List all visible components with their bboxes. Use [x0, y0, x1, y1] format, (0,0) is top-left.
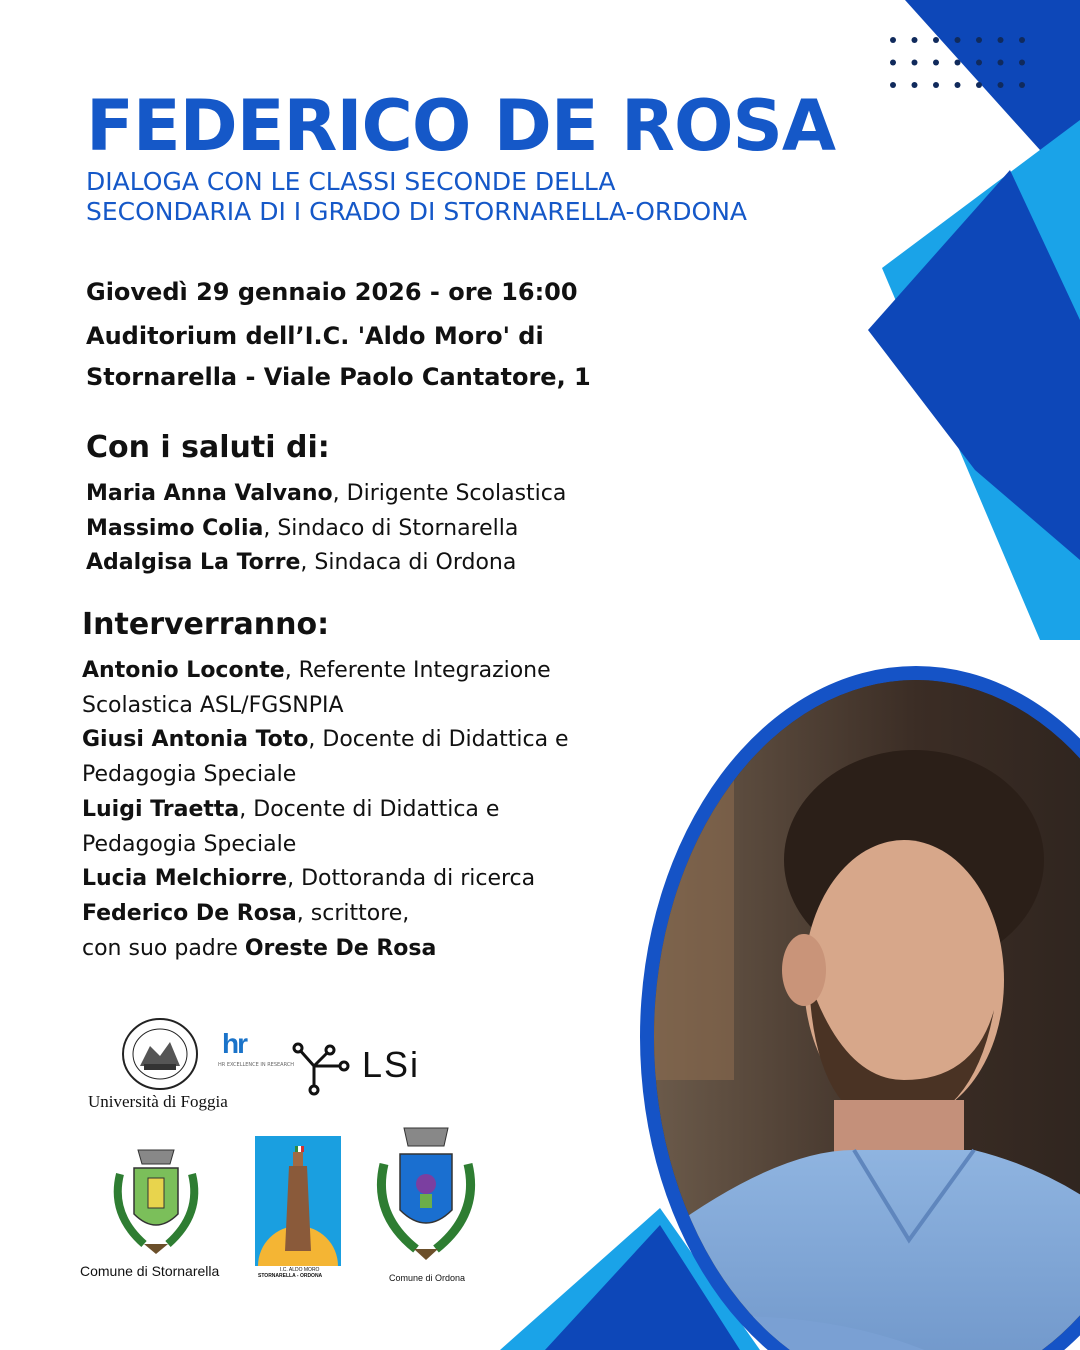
decorative-dot — [955, 82, 961, 88]
speaker-role: , scrittore, — [296, 900, 410, 926]
greeting-role: , Dirigente Scolastica — [332, 481, 567, 506]
greeting-name: Maria Anna Valvano — [86, 481, 333, 506]
greeting-role: , Sindaco di Stornarella — [263, 515, 519, 541]
speaker-name: Federico De Rosa — [82, 900, 297, 926]
greeting-name: Adalgisa La Torre — [86, 550, 301, 575]
dot-grid-decoration — [886, 31, 1046, 101]
greetings-heading: Con i saluti di: — [86, 430, 330, 465]
speaker-line — [82, 689, 344, 724]
decorative-dot — [912, 82, 918, 88]
decorative-dot — [955, 60, 961, 66]
event-venue-line-1: Auditorium dell’I.C. 'Aldo Moro' di — [86, 322, 544, 350]
speaker-name: Giusi Antonia Toto — [82, 727, 309, 753]
university-caption: Università di Foggia — [88, 1092, 228, 1111]
speaker-prefix: con suo padre — [82, 935, 245, 961]
greeting-item — [86, 477, 566, 512]
speaker-role: Pedagogia Speciale — [82, 762, 297, 788]
speaker-line — [82, 723, 569, 758]
decorative-dot — [998, 37, 1004, 43]
decorative-dot — [976, 37, 982, 43]
speaker-role: Scolastica ASL/FGSNPIA — [82, 692, 344, 718]
event-title: FEDERICO DE ROSA — [86, 85, 836, 167]
school-caption-line-1: I.C. ALDO MORO — [280, 1267, 320, 1273]
speaker-name: Oreste De Rosa — [244, 935, 437, 961]
speaker-line — [82, 828, 296, 863]
ordona-crest-logo — [370, 1124, 482, 1264]
hr-caption: HR EXCELLENCE IN RESEARCH — [218, 1062, 295, 1068]
school-tower-logo — [255, 1136, 341, 1266]
ordona-caption: Comune di Ordona — [389, 1273, 466, 1283]
speaker-role: , Referente Integrazione — [284, 658, 551, 683]
speaker-role: , Docente di Didattica e — [239, 796, 500, 822]
speaker-role: , Docente di Didattica e — [308, 727, 569, 753]
hr-excellence-logo: hr HR EXCELLENCE IN RESEARCH — [218, 1028, 295, 1068]
speaker-line — [82, 897, 409, 932]
decorative-dot — [890, 60, 896, 66]
speaker-role: Pedagogia Speciale — [82, 831, 297, 857]
speaker-line — [82, 932, 436, 967]
stornarella-crest-logo — [104, 1144, 208, 1259]
decorative-dot — [998, 82, 1004, 88]
university-seal-logo — [120, 1016, 200, 1092]
stornarella-caption: Comune di Stornarella — [80, 1263, 220, 1279]
event-subtitle-line-1: DIALOGA CON LE CLASSI SECONDE DELLA — [86, 167, 616, 196]
speakers-heading: Interverranno: — [82, 607, 330, 642]
decorative-dot — [912, 60, 918, 66]
decorative-dot — [912, 37, 918, 43]
decorative-dot — [890, 37, 896, 43]
speaker-role: , Dottoranda di ricerca — [287, 866, 536, 892]
network-icon — [290, 1040, 354, 1098]
decorative-dot — [933, 37, 939, 43]
event-venue-line-2: Stornarella - Viale Paolo Cantatore, 1 — [86, 363, 591, 391]
speaker-line — [82, 862, 535, 897]
portrait-image — [654, 680, 1080, 1350]
decorative-dot — [1019, 60, 1025, 66]
event-subtitle-line-2: SECONDARIA DI I GRADO DI STORNARELLA-ORDONA — [86, 197, 748, 226]
decorative-dot — [933, 60, 939, 66]
speaker-line — [82, 654, 551, 689]
decorative-dot — [976, 60, 982, 66]
event-date-time: Giovedì 29 gennaio 2026 - ore 16:00 — [86, 278, 578, 306]
decorative-dot — [998, 60, 1004, 66]
speaker-name: Antonio Loconte — [82, 658, 285, 683]
decorative-dot — [1019, 82, 1025, 88]
speaker-line — [82, 758, 296, 793]
school-caption-line-2: STORNARELLA - ORDONA — [258, 1273, 323, 1279]
decorative-dot — [1019, 37, 1025, 43]
speaker-name: Lucia Melchiorre — [82, 866, 288, 892]
greeting-item — [86, 512, 518, 547]
speaker-name: Luigi Traetta — [82, 796, 240, 822]
greeting-role: , Sindaca di Ordona — [300, 550, 517, 575]
decorative-dot — [955, 37, 961, 43]
decorative-dot — [933, 82, 939, 88]
decorative-dot — [976, 82, 982, 88]
greeting-name: Massimo Colia — [86, 515, 264, 541]
greeting-item — [86, 546, 516, 581]
decorative-dot — [890, 82, 896, 88]
lsi-logo-text: LSi — [362, 1044, 421, 1085]
speaker-line — [82, 793, 499, 828]
